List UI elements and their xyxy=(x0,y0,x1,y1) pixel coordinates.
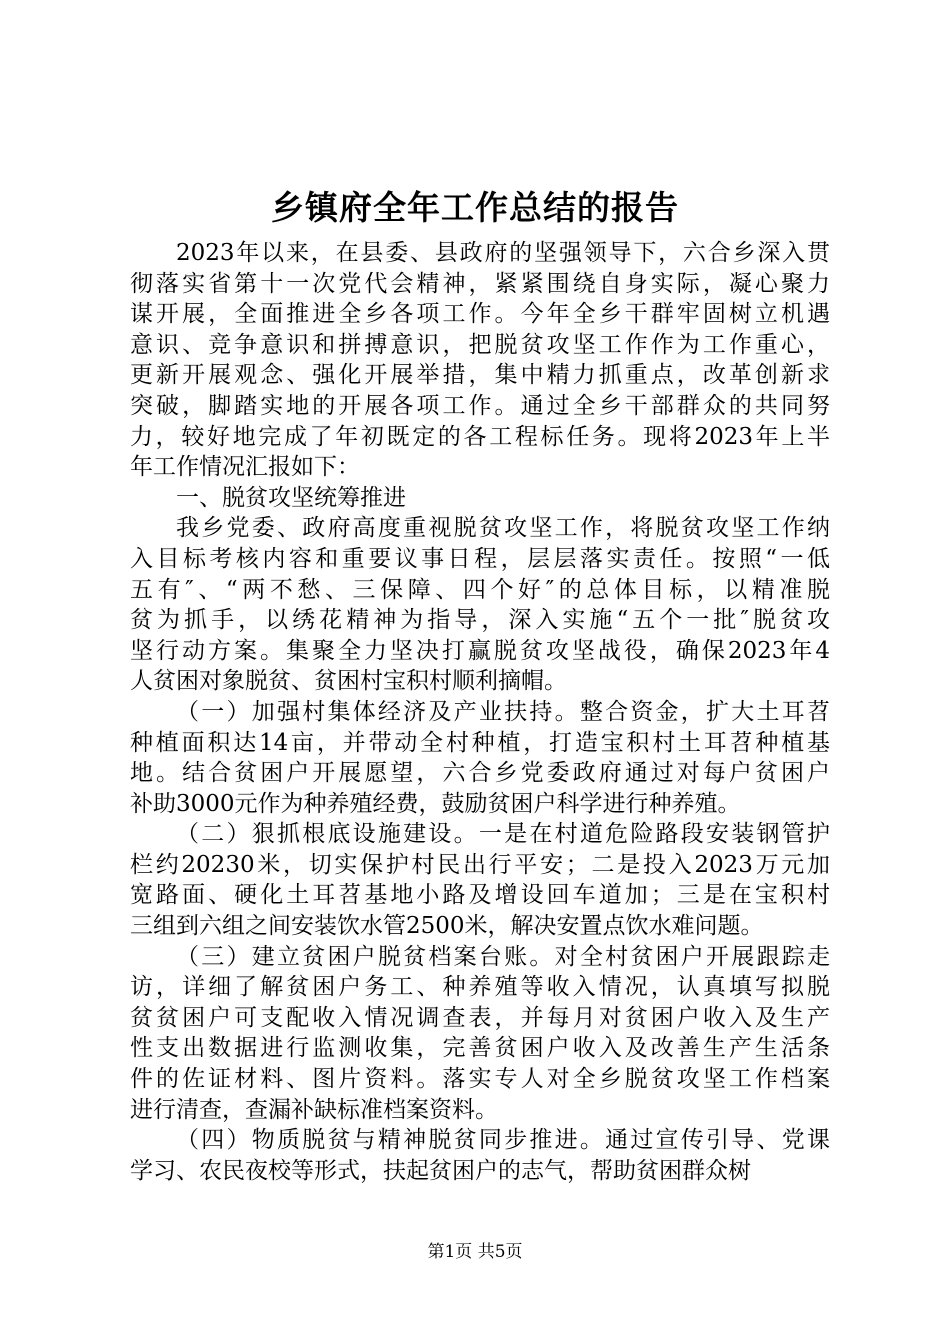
paragraph-line: （二）狠抓根底设施建设。一是在村道危险路段安装钢管护 xyxy=(176,821,830,848)
paragraph-line: 访，详细了解贫困户务工、种养殖等收入情况，认真填写拟脱 xyxy=(130,974,830,1001)
paragraph-line: 栏约20230米，切实保护村民出行平安；二是投入2023万元加 xyxy=(130,851,830,878)
paragraph-line: 更新开展观念、强化开展举措，集中精力抓重点，改革创新求 xyxy=(130,362,830,389)
paragraph-line: 件的佐证材料、图片资料。落实专人对全乡脱贫攻坚工作档案 xyxy=(130,1066,830,1093)
paragraph xyxy=(130,513,830,697)
paragraph-line: 彻落实省第十一次党代会精神，紧紧围绕自身实际，凝心聚力 xyxy=(130,270,830,297)
paragraph-line: 地。结合贫困户开展愿望，六合乡党委政府通过对每户贫困户 xyxy=(130,760,830,787)
page-footer: 第1页 共5页 xyxy=(427,1242,523,1262)
paragraph xyxy=(130,238,830,483)
paragraph-line: 补助3000元作为种养殖经费，鼓励贫困户科学进行种养殖。 xyxy=(130,790,741,817)
paragraph-line: 贫贫困户可支配收入情况调查表，并每月对贫困户收入及生产 xyxy=(130,1004,830,1031)
paragraph-line: 力，较好地完成了年初既定的各工程标任务。现将2023年上半 xyxy=(130,423,830,450)
paragraph-line: 学习、农民夜校等形式，扶起贫困户的志气，帮助贫困群众树 xyxy=(130,1157,751,1184)
paragraph-line: 宽路面、硬化土耳苕基地小路及增设回车道加；三是在宝积村 xyxy=(130,882,830,909)
paragraph-line: 三组到六组之间安装饮水管2500米，解决安置点饮水难问题。 xyxy=(130,913,764,940)
paragraph-line: （四）物质脱贫与精神脱贫同步推进。通过宣传引导、党课 xyxy=(176,1127,830,1154)
paragraph-line: 五有″、“两不愁、三保障、四个好″的总体目标，以精准脱 xyxy=(130,576,830,603)
paragraph-line: 我乡党委、政府高度重视脱贫攻坚工作，将脱贫攻坚工作纳 xyxy=(176,515,830,542)
paragraph-line: 年工作情况汇报如下： xyxy=(130,454,360,481)
paragraph xyxy=(130,1125,830,1186)
paragraph-line: 突破，脚踏实地的开展各项工作。通过全乡干部群众的共同努 xyxy=(130,392,830,419)
paragraph-line: 人贫困对象脱贫、贫困村宝积村顺利摘帽。 xyxy=(130,668,567,695)
paragraph-line: 意识、竞争意识和拼搏意识，把脱贫攻坚工作作为工作重心， xyxy=(130,331,830,358)
paragraph-line: 入目标考核内容和重要议事日程，层层落实责任。按照“一低 xyxy=(130,545,830,572)
paragraph xyxy=(130,942,830,1126)
paragraph-line: 性支出数据进行监测收集，完善贫困户收入及改善生产生活条 xyxy=(130,1035,830,1062)
paragraph xyxy=(130,483,830,514)
paragraph-line: 贫为抓手，以绣花精神为指导，深入实施“五个一批″脱贫攻 xyxy=(130,607,830,634)
page-title: 乡镇府全年工作总结的报告 xyxy=(271,188,679,227)
paragraph-line: 进行清查，查漏补缺标准档案资料。 xyxy=(130,1096,498,1123)
paragraph-line: 2023年以来，在县委、县政府的坚强领导下，六合乡深入贯 xyxy=(176,240,830,266)
paragraph xyxy=(130,819,830,941)
paragraph xyxy=(130,697,830,819)
paragraph-line: 坚行动方案。集聚全力坚决打赢脱贫攻坚战役，确保2023年4 xyxy=(130,637,830,664)
paragraph-line: 种植面积达14亩，并带动全村种植，打造宝积村土耳苕种植基 xyxy=(130,729,830,756)
document-body xyxy=(130,238,830,1186)
paragraph-line: （三）建立贫困户脱贫档案台账。对全村贫困户开展跟踪走 xyxy=(176,943,830,970)
paragraph-line: 谋开展，全面推进全乡各项工作。今年全乡干群牢固树立机遇 xyxy=(130,301,830,328)
paragraph-line: 一、脱贫攻坚统筹推进 xyxy=(176,484,406,511)
paragraph-line: （一）加强村集体经济及产业扶持。整合资金，扩大土耳苕 xyxy=(176,698,830,725)
